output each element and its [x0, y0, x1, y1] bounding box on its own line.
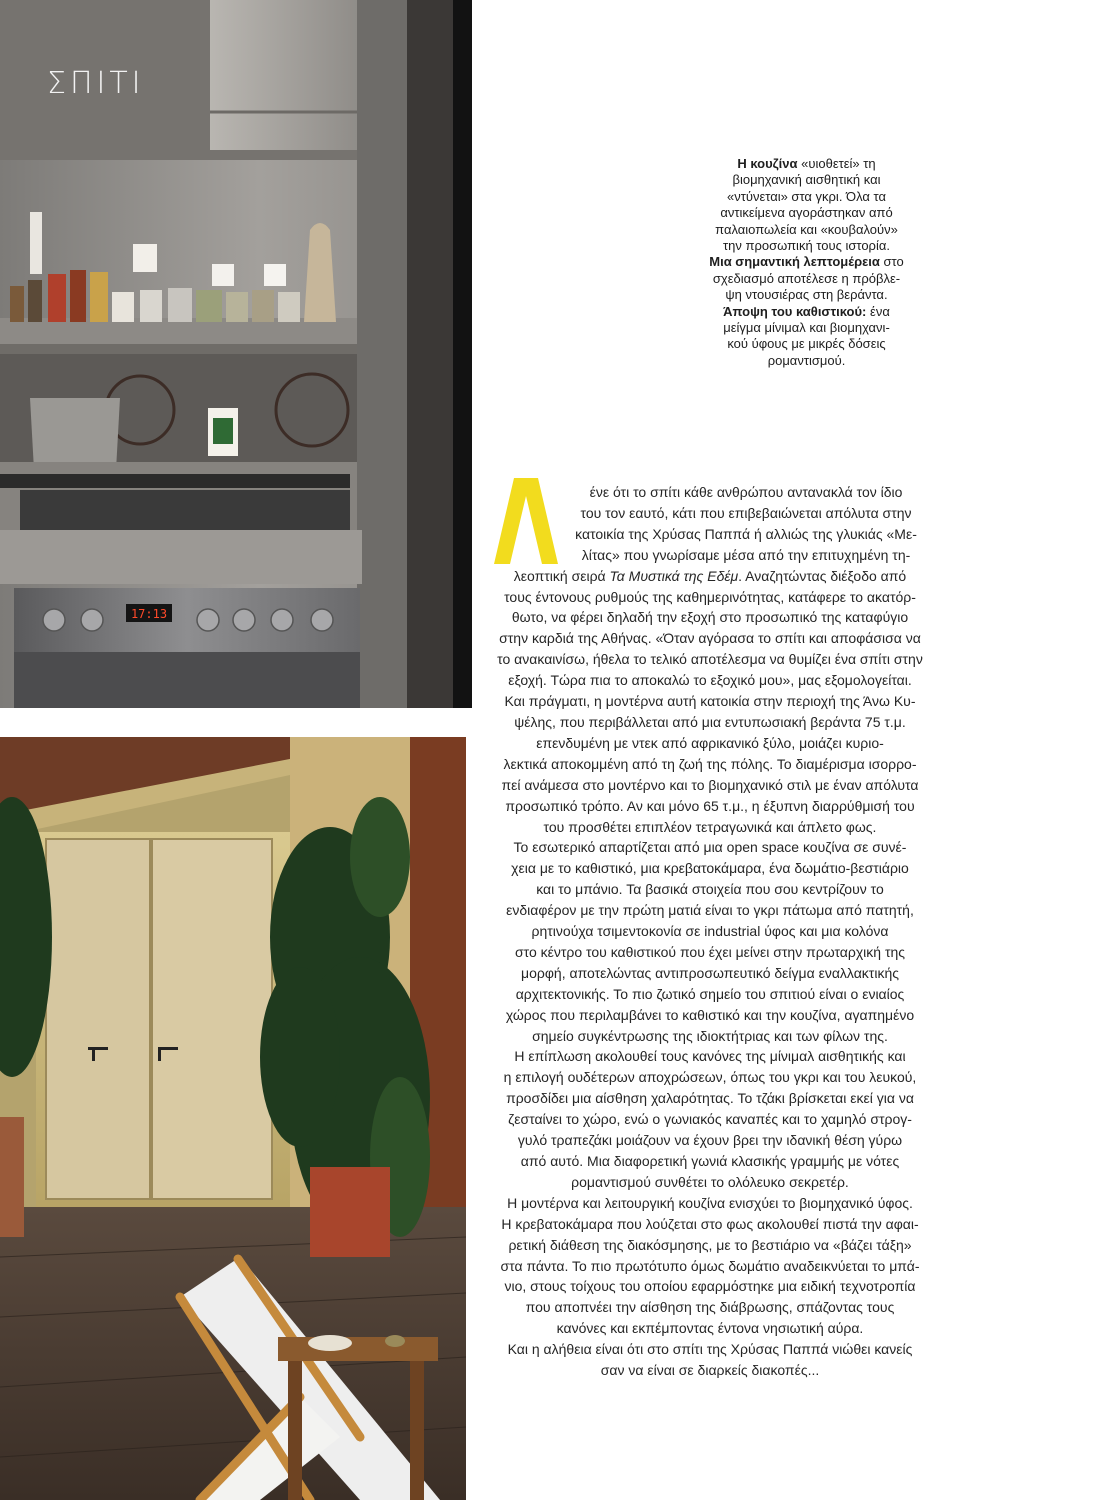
veranda-photo — [0, 737, 466, 1500]
article-line: ζεσταίνει το χώρο, ενώ ο γωνιακός καναπές και το χαμηλό στρογ- — [508, 1111, 912, 1128]
article-line: προσδίδει μια αίσθηση χαλαρότητας. Το τζάκι βρίσκεται εκεί για να — [506, 1090, 914, 1107]
article-line: του τον εαυτό, κάτι που επιβεβαιώνεται απόλυτα στην — [580, 504, 912, 521]
article-line: από αυτό. Μια διαφορετική γωνιά κλασικής γραμμής με νότες — [520, 1153, 900, 1169]
article-line: θωτο, να φέρει δηλαδή την εξοχή στο προσωπικό της καταφύγιο — [511, 609, 909, 626]
article-line: ρομαντισμού συνθέτει το ολόλευκο σεκρετέρ. — [571, 1173, 849, 1190]
article-line: η επιλογή ουδέτερων αποχρώσεων, όπως του γκρι και του λευκού, — [503, 1069, 917, 1086]
article-line: στην καρδιά της Αθήνας. «Όταν αγόρασα το σπίτι και αποφάσισα να — [499, 630, 921, 647]
article-line: ψέλης, που περιβάλλεται από μια εντυπωσιακή βεράντα 75 τ.μ. — [514, 713, 906, 730]
article-line: ενδιαφέρον με την πρώτη ματιά είναι το γκρι πάτωμα από πατητή, — [506, 902, 914, 919]
article-line: στα πάντα. Το πιο πρωτότυπο όμως δωμάτιο αναδεικνύεται το μπά- — [500, 1257, 920, 1274]
caption-text: μείγμα μίνιμαλ και βιομηχανι- — [723, 320, 890, 336]
article-line: τους έντονους ρυθμούς της καθημερινότητας, κατάφερε το ακατόρ- — [504, 588, 916, 605]
article-line: γυλό τραπεζάκι μοιάζουν να έχουν βρει την ιδανική θέση γύρω — [517, 1132, 903, 1149]
article-line: κανόνες και εκπέμποντας έντονα νησιωτική αύρα. — [556, 1320, 864, 1337]
article-line: κατοικία της Χρύσας Παππά ή αλλιώς της γλυκιάς «Με- — [575, 525, 917, 542]
article-line: νιο, στους τοίχους του οποίου εφαρμόστηκε μια ειδική τεχνοτροπία — [504, 1278, 916, 1295]
photo-caption — [684, 156, 929, 369]
article-line: Το εσωτερικό απαρτίζεται από μια open space κουζίνα σε συνέ- — [513, 839, 907, 856]
article-body — [490, 482, 930, 1381]
article-line: Η κρεβατοκάμαρα που λούζεται στο φως ακολουθεί πιστά την αφαι- — [501, 1215, 919, 1232]
article-line: χεια με το καθιστικό, μια κρεβατοκάμαρα, ένα δωμάτιο-βεστιάριο — [511, 860, 909, 877]
series-title: Τα Μυστικά της Εδέμ — [609, 567, 739, 584]
article-line: ρητινούχα τσιμεντοκονία σε industrial ύφος και μια κολόνα — [531, 923, 889, 940]
article-line: σημείο συγκέντρωσης της ιδιοκτήτριας και των φίλων της. — [532, 1027, 888, 1044]
article-line: που αποπνέει την αίσθηση της διάβρωσης, σπάζοντας τους — [525, 1299, 895, 1316]
article-line: λίτας» που γνωρίσαμε μέσα από την επιτυχημένη τη- — [581, 546, 911, 563]
caption-text: σχεδιασμό αποτέλεσε η πρόβλε- — [712, 270, 901, 286]
article-line: λεοπτική σειρά Τα Μυστικά της Εδέμ. Αναζητώντας διέξοδο από — [513, 567, 907, 584]
article-line: σαν να είναι σε διαρκείς διακοπές... — [600, 1362, 820, 1379]
article-line: επενδυμένη με ντεκ από αφρικανικό ξύλο, μοιάζει κυριο- — [536, 734, 884, 751]
caption-living-lead: Άποψη του καθιστικού: — [723, 303, 867, 319]
caption-text: ένα — [866, 303, 890, 319]
kitchen-photo — [0, 0, 472, 708]
article-line: μορφή, αποτελώντας αντιπροσωπευτικό δείγμα εναλλακτικής — [521, 964, 899, 981]
article-line: Η μοντέρνα και λειτουργική κουζίνα ενισχύει το βιομηχανικό ύφος. — [507, 1194, 913, 1211]
caption-text: «ντύνεται» στα γκρι. Όλα τα — [726, 188, 887, 204]
caption-text: αντικείμενα αγοράστηκαν από — [720, 205, 893, 221]
article-line: ένε ότι το σπίτι κάθε ανθρώπου αντανακλά τον ίδιο — [589, 484, 903, 500]
caption-detail-lead: Μια σημαντική λεπτομέρεια — [709, 254, 880, 270]
article-line: εξοχή. Τώρα πια το αποκαλώ το εξοχικό μου», μας εξομολογείται. — [508, 672, 912, 689]
caption-text: ρομαντισμού. — [767, 352, 846, 368]
article-line: αρχιτεκτονικής. Το πιο ζωτικό σημείο του σπιτιού είναι ο ενιαίος — [515, 985, 905, 1002]
oven-clock-display: 17:13 — [130, 607, 168, 621]
caption-text: «υιοθετεί» τη — [797, 156, 876, 171]
article-line: Και η αλήθεια είναι ότι στο σπίτι της Χρύσας Παππά νιώθει κανείς — [507, 1341, 913, 1358]
caption-text: ψη ντουσιέρας στη βεράντα. — [725, 287, 888, 303]
article-line: Η επίπλωση ακολουθεί τους κανόνες της μίνιμαλ αισθητικής και — [514, 1048, 906, 1065]
caption-text: στο — [879, 254, 904, 270]
article-line: λεκτικά αποκομμένη από τη ζωή της πόλης. Το διαμέρισμα ισορρο- — [503, 755, 917, 772]
caption-text: βιομηχανική αισθητική και — [732, 172, 881, 188]
article-line: και το μπάνιο. Τα βασικά στοιχεία που σου κεντρίζουν το — [536, 881, 884, 898]
article-line: του προσθέτει επιπλέον τετραγωνικά και άπλετο φως. — [543, 818, 877, 835]
article-line: στο κέντρο του καθιστικού που έχει μείνει στην πρωταρχική της — [514, 943, 906, 960]
caption-kitchen-lead: Η κουζίνα — [737, 156, 798, 171]
article-line: χώρος που περιλαμβάνει το καθιστικό και την κουζίνα, αγαπημένο — [505, 1006, 915, 1023]
caption-text: παλαιοπωλεία και «κουβαλούν» — [715, 221, 898, 237]
caption-text: κού ύφους με μικρές δόσεις — [727, 336, 886, 352]
article-line: Και πράγματι, η μοντέρνα αυτή κατοικία στην περιοχή της Άνω Κυ- — [504, 693, 916, 710]
article-line: ρετική διάθεση της διακόσμησης, με το βεστιάριο να «βάζει τάξη» — [508, 1236, 912, 1253]
caption-text: την προσωπική τους ιστορία. — [723, 238, 890, 254]
article-line: πεί ανάμεσα στο μοντέρνο και το βιομηχανικό στιλ με έναν απόλυτα — [501, 776, 919, 793]
article-line: το ανακαινίσω, ήθελα το τελικό αποτέλεσμα να θυμίζει ένα σπίτι στην — [497, 651, 923, 668]
section-label: ΣΠΙΤΙ — [47, 66, 145, 101]
article-line: προσωπικό τρόπο. Αν και μόνο 65 τ.μ., η έξυπνη διαρρύθμισή του — [505, 797, 915, 814]
